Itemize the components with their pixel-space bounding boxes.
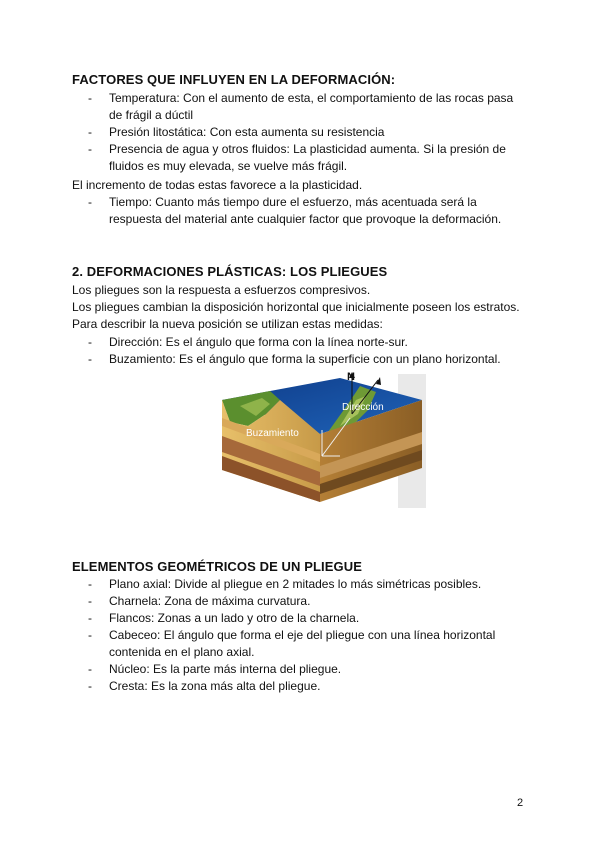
factors-list xyxy=(88,90,528,175)
list-item: - Tiempo: Cuanto más tiempo dure el esfuerzo, más acentuada será la respuesta del material ante cualquier factor que provoque la deformación. xyxy=(88,195,502,226)
list-item: - Buzamiento: Es el ángulo que forma la superficie con un plano horizontal. xyxy=(88,352,501,366)
list-item: - Flancos: Zonas a un lado y otro de la charnela. xyxy=(88,611,360,625)
list-item: - Temperatura: Con el aumento de esta, el comportamiento de las rocas pasa de frágil a dúctil xyxy=(88,91,514,122)
section-heading-factors: FACTORES QUE INFLUYEN EN LA DEFORMACIÓN: xyxy=(72,72,396,87)
strike-label: Dirección xyxy=(342,402,384,413)
list-item: - Dirección: Es el ángulo que forma con la línea norte-sur. xyxy=(88,335,408,349)
list-item: - Presencia de agua y otros fluidos: La plasticidad aumenta. Si la presión de fluidos es muy elevada, se vuelve más frágil. xyxy=(88,142,506,173)
geometric-elements-list xyxy=(88,576,528,695)
section-heading-folds: 2. DEFORMACIONES PLÁSTICAS: LOS PLIEGUES xyxy=(72,264,388,279)
list-item: - Charnela: Zona de máxima curvatura. xyxy=(88,594,311,608)
factors-list-time xyxy=(88,194,528,228)
list-item: - Presión litostática: Con esta aumenta su resistencia xyxy=(88,125,385,139)
folds-paragraph-2: Los pliegues cambian la disposición horizontal que inicialmente poseen los estratos. Para describir la nueva posición se utilizan estas medidas: xyxy=(72,300,520,331)
list-item: - Núcleo: Es la parte más interna del pliegue. xyxy=(88,662,342,676)
page-number: 2 xyxy=(517,797,524,809)
list-item: - Plano axial: Divide al pliegue en 2 mitades lo más simétricas posibles. xyxy=(88,577,482,591)
measures-list xyxy=(88,334,528,368)
strike-dip-block-diagram xyxy=(200,370,430,512)
dip-label: Buzamiento xyxy=(246,428,299,439)
north-label: N xyxy=(347,371,355,383)
plasticity-note: El incremento de todas estas favorece a la plasticidad. xyxy=(72,178,363,192)
list-item: - Cresta: Es la zona más alta del pliegue. xyxy=(88,679,321,693)
list-item: - Cabeceo: El ángulo que forma el eje del pliegue con una línea horizontal contenida en el plano axial. xyxy=(88,628,496,659)
folds-paragraph-1: Los pliegues son la respuesta a esfuerzos compresivos. xyxy=(72,283,371,297)
section-heading-geometric-elements: ELEMENTOS GEOMÉTRICOS DE UN PLIEGUE xyxy=(72,559,363,574)
